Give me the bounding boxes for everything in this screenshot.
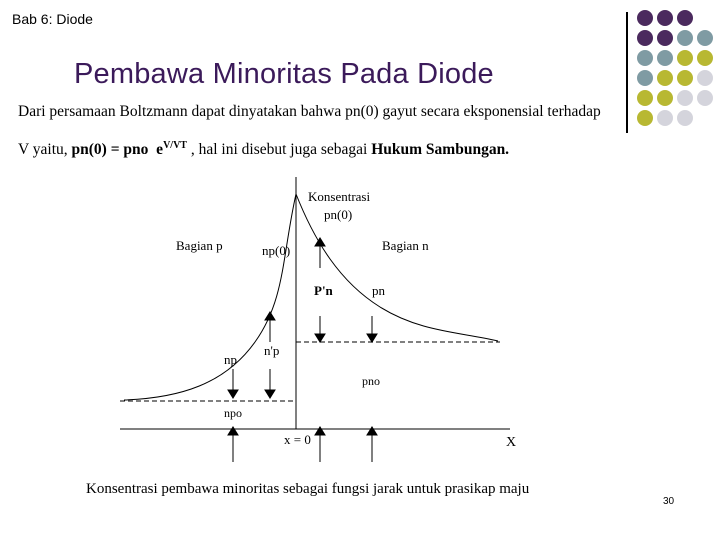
npo-label: npo	[224, 406, 242, 420]
decor-dot	[637, 90, 653, 106]
pn0-top-label: pn(0)	[324, 207, 353, 222]
junction-law-formula	[72, 141, 187, 158]
body-line-1: Dari persamaan Boltzmann dapat dinyatakan bahwa pn(0) gayut secara eksponensial terhadap	[18, 103, 601, 120]
decor-dot	[637, 110, 653, 126]
np-label: np	[224, 352, 237, 367]
page-number: 30	[663, 496, 675, 507]
body-line-2-middle: , hal ini disebut juga sebagai	[190, 141, 368, 159]
decor-dot	[697, 70, 713, 86]
decor-dot	[677, 70, 693, 86]
n-region-label: Bagian n	[382, 238, 429, 253]
np-prime-label: n'p	[264, 343, 280, 358]
decor-dot	[697, 90, 713, 106]
np0-label: np(0)	[262, 243, 291, 258]
minority-carrier-diagram	[110, 172, 530, 467]
decor-dot	[657, 50, 673, 66]
decor-dot	[637, 10, 653, 26]
decor-dot	[697, 50, 713, 66]
x0-label: x = 0	[284, 432, 311, 447]
decor-dot	[657, 10, 673, 26]
formula-left: pn(0) = pno	[71, 141, 149, 159]
decor-dot	[697, 30, 713, 46]
slide-title: Pembawa Minoritas Pada Diode	[74, 58, 494, 90]
decor-dot	[637, 70, 653, 86]
decor-dot	[657, 30, 673, 46]
decor-dot	[677, 110, 693, 126]
law-name: Hukum Sambungan.	[371, 141, 510, 159]
decor-dot	[657, 110, 673, 126]
formula-exponent: V/VT	[163, 140, 187, 151]
body-line-2	[18, 140, 509, 159]
decor-dot	[637, 30, 653, 46]
decor-dot	[677, 90, 693, 106]
y-axis-label: Konsentrasi	[308, 189, 371, 204]
x-axis-label: X	[506, 435, 517, 450]
decor-dot	[657, 70, 673, 86]
formula-exp-base: e	[156, 141, 164, 159]
decor-dot	[677, 10, 693, 26]
chapter-label: Bab 6: Diode	[12, 11, 93, 27]
divider-line	[626, 12, 628, 133]
body-line-2-prefix: V yaitu,	[18, 141, 68, 159]
decor-dot	[677, 30, 693, 46]
decor-dot	[657, 90, 673, 106]
p-region-label: Bagian p	[176, 238, 223, 253]
decor-dot	[637, 50, 653, 66]
figure-caption: Konsentrasi pembawa minoritas sebagai fungsi jarak untuk prasikap maju	[86, 481, 530, 497]
pn-label: pn	[372, 283, 385, 298]
pno-label: pno	[362, 374, 380, 388]
pn-prime-label: P'n	[314, 283, 333, 298]
decor-dot	[677, 50, 693, 66]
